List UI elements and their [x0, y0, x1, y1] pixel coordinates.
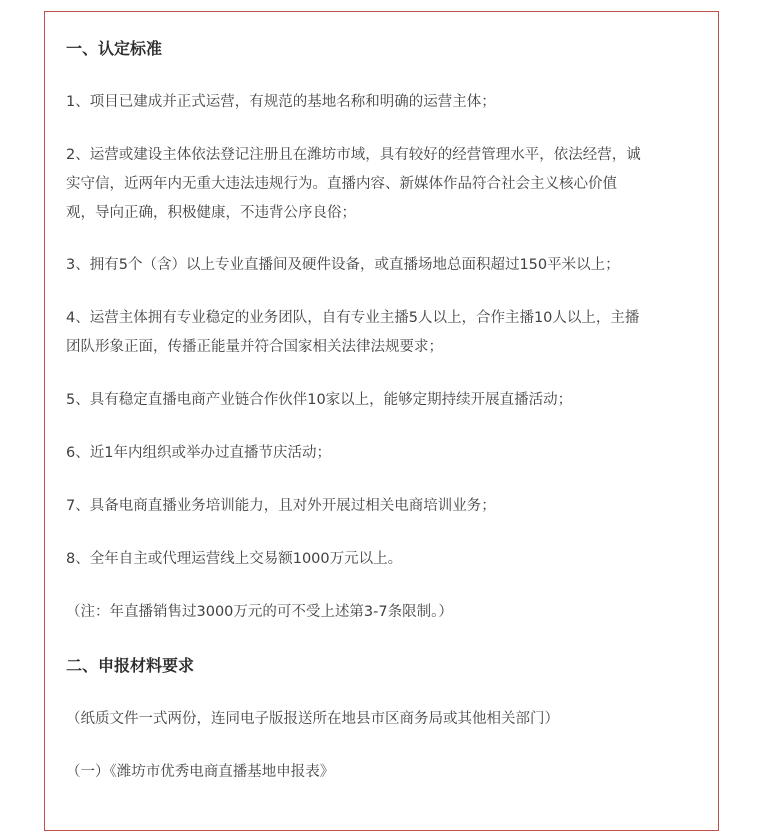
- criterion-2-line-1: 2、运营或建设主体依法登记注册且在潍坊市域，具有较好的经营管理水平，依法经营，诚: [66, 147, 641, 163]
- materials-item-1: [66, 758, 702, 787]
- standards-note-text: （注：年直播销售过3000万元的可不受上述第3-7条限制。）: [66, 604, 453, 620]
- criterion-4-line-1: 4、运营主体拥有专业稳定的业务团队，自有专业主播5人以上，合作主播10人以上，主播: [66, 310, 640, 326]
- content-frame: [44, 11, 719, 831]
- criterion-7-line-1: 7、具备电商直播业务培训能力，且对外开展过相关电商培训业务；: [66, 498, 496, 514]
- criterion-8: [66, 545, 702, 574]
- section-heading-standards: 一、认定标准: [66, 39, 163, 58]
- criterion-3-line-1: 3、拥有5个（含）以上专业直播间及硬件设备，或直播场地总面积超过150平米以上；: [66, 257, 620, 273]
- materials-intro: [66, 705, 702, 734]
- materials-intro-text: （纸质文件一式两份，连同电子版报送所在地县市区商务局或其他相关部门）: [66, 711, 559, 727]
- criterion-1-line-1: 1、项目已建成并正式运营，有规范的基地名称和明确的运营主体；: [66, 94, 496, 110]
- criterion-6: [66, 439, 702, 468]
- criterion-2-line-3: 观，导向正确，积极健康，不违背公序良俗；: [66, 205, 356, 221]
- criterion-3: [66, 251, 702, 280]
- criterion-6-line-1: 6、近1年内组织或举办过直播节庆活动；: [66, 445, 331, 461]
- standards-note: [66, 598, 702, 627]
- criterion-4-line-2: 团队形象正面，传播正能量并符合国家相关法律法规要求；: [66, 339, 443, 355]
- criterion-7: [66, 492, 702, 521]
- criterion-2-line-2: 实守信，近两年内无重大违法违规行为。直播内容、新媒体作品符合社会主义核心价值: [66, 176, 617, 192]
- materials-item-1-text: （一）《潍坊市优秀电商直播基地申报表》: [66, 764, 335, 780]
- criterion-5: [66, 386, 702, 415]
- criterion-1: [66, 88, 702, 117]
- section-heading-materials: 二、申报材料要求: [66, 656, 195, 675]
- criterion-8-line-1: 8、全年自主或代理运营线上交易额1000万元以上。: [66, 551, 403, 567]
- criterion-4: [66, 304, 702, 362]
- criterion-2: [66, 141, 702, 228]
- criterion-5-line-1: 5、具有稳定直播电商产业链合作伙伴10家以上，能够定期持续开展直播活动；: [66, 392, 573, 408]
